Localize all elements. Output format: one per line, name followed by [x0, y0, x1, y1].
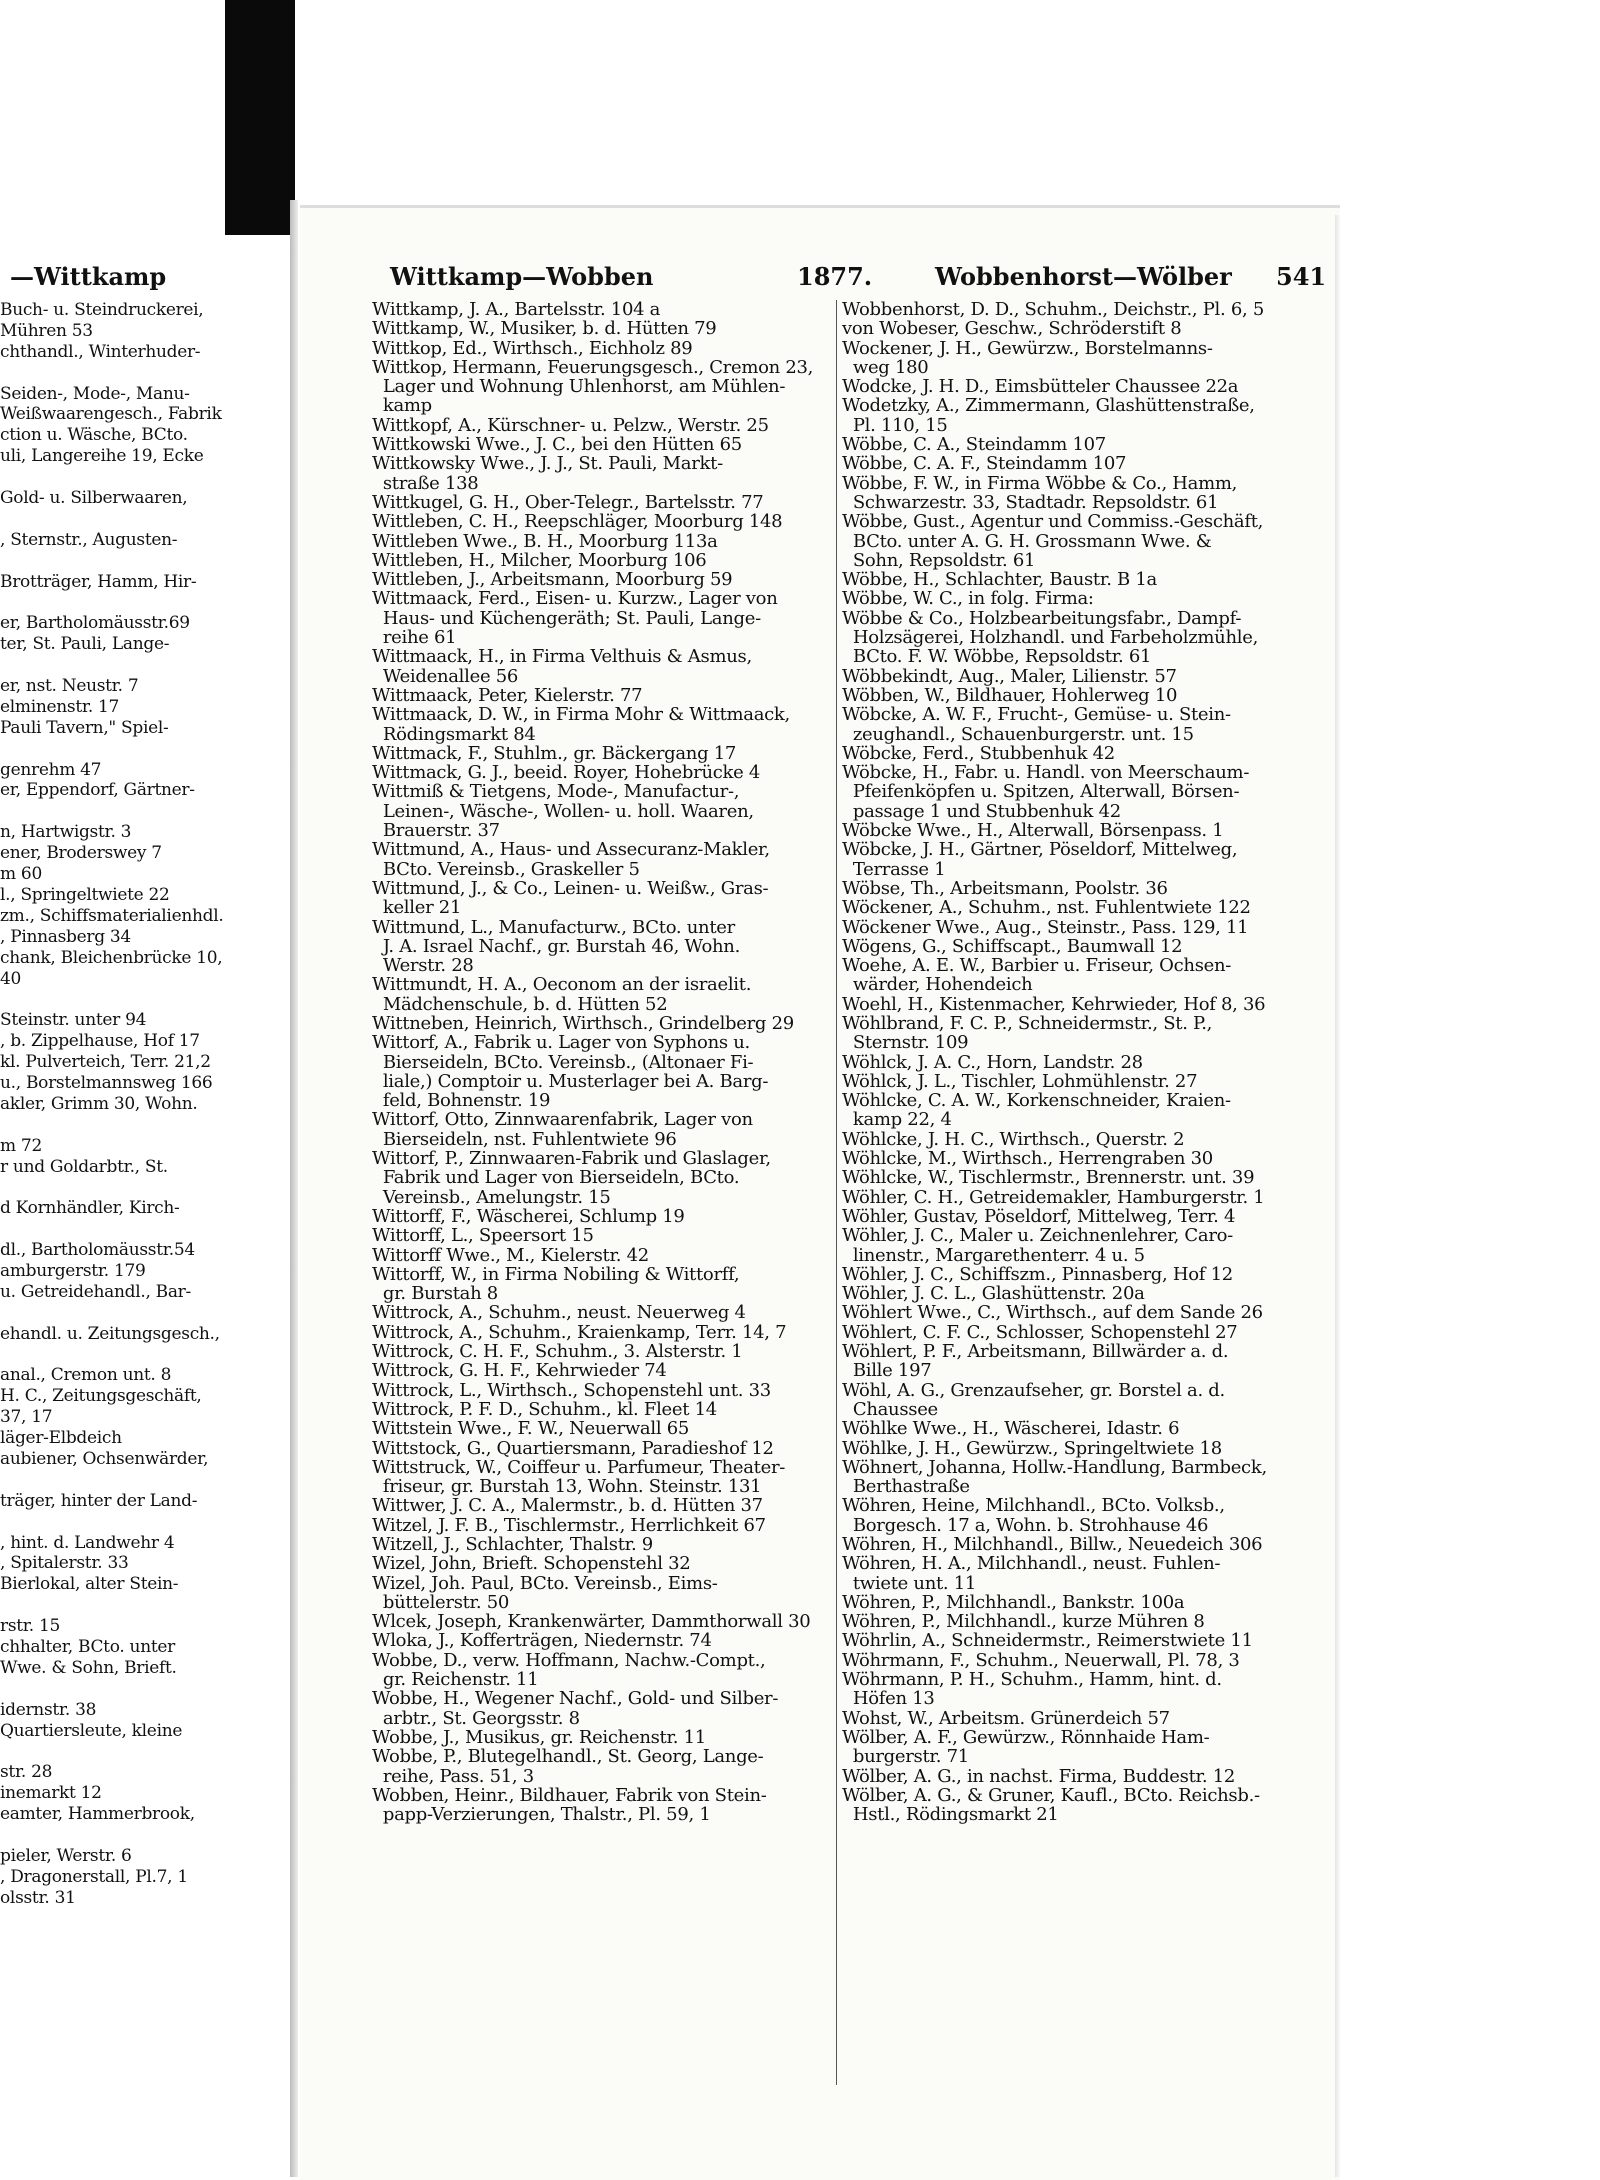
directory-entry-line: BCto. F. W. Wöbbe, Repsoldstr. 61: [842, 647, 1152, 667]
directory-entry-line: Wlcek, Joseph, Krankenwärter, Dammthorwall 30: [372, 1612, 811, 1632]
directory-entry-line: Bierseideln, BCto. Vereinsb., (Altonaer Fi-: [372, 1052, 754, 1072]
left-page-line: uli, Langereihe 19, Ecke: [0, 446, 204, 467]
left-page-line: Mühren 53: [0, 320, 93, 341]
directory-entry-line: Wöhrmann, P. H., Schuhm., Hamm, hint. d.: [842, 1670, 1222, 1690]
left-page-line: olsstr. 31: [0, 1887, 76, 1908]
directory-entry-line: BCto. Vereinsb., Graskeller 5: [372, 859, 640, 879]
left-page-line: er, Bartholomäusstr.69: [0, 613, 190, 634]
directory-entry-line: Wohst, W., Arbeitsm. Grünerdeich 57: [842, 1708, 1170, 1728]
directory-entry-line: Wittorff, W., in Firma Nobiling & Wittorff,: [372, 1264, 740, 1285]
directory-entry-line: Wöhnert, Johanna, Hollw.-Handlung, Barmbeck,: [842, 1457, 1267, 1478]
left-page-line: , hint. d. Landwehr 4: [0, 1532, 175, 1553]
left-page-line: läger-Elbdeich: [0, 1428, 122, 1449]
left-page-line: m 72: [0, 1135, 42, 1156]
directory-column-right: [842, 300, 1302, 1824]
left-page-line: inemarkt 12: [0, 1783, 102, 1804]
directory-entry-line: Wöhlbrand, F. C. P., Schneidermstr., St. P.,: [842, 1013, 1213, 1034]
directory-entry-line: Wöckener Wwe., Aug., Steinstr., Pass. 129, 11: [842, 917, 1249, 937]
directory-entry-line: Wizel, John, Brieft. Schopenstehl 32: [372, 1554, 691, 1574]
left-page-line: str. 28: [0, 1762, 53, 1783]
left-page-line: [0, 1825, 230, 1846]
directory-entry-line: Wittmund, A., Haus- und Assecuranz-Makler,: [372, 840, 770, 860]
left-page-line: [0, 1303, 230, 1324]
directory-entry-line: Wölber, A. G., & Gruner, Kaufl., BCto. Reichsb.-: [842, 1785, 1260, 1806]
directory-entry-line: Wöhren, P., Milchhandl., Bankstr. 100a: [842, 1592, 1185, 1613]
directory-entry-line: twiete unt. 11: [842, 1573, 977, 1593]
directory-entry-line: Wobbe, J., Musikus, gr. Reichenstr. 11: [372, 1727, 706, 1748]
left-page-line: , Pinnasberg 34: [0, 926, 131, 947]
directory-entry-line: Wöbcke, Ferd., Stubbenhuk 42: [842, 743, 1115, 764]
directory-column-left: [372, 300, 832, 1824]
left-page-line: elminenstr. 17: [0, 696, 120, 717]
directory-entry-line: Wobben, Heinr., Bildhauer, Fabrik von Stein-: [372, 1785, 767, 1806]
directory-entry-line: Wöbse, Th., Arbeitsmann, Poolstr. 36: [842, 878, 1168, 899]
directory-entry-line: Wöhlck, J. A. C., Horn, Landstr. 28: [842, 1052, 1143, 1072]
directory-entry-line: Wöbbekindt, Aug., Maler, Lilienstr. 57: [842, 666, 1177, 686]
left-page-line: genrehm 47: [0, 759, 102, 780]
directory-entry-line: arbtr., St. Georgsstr. 8: [372, 1708, 580, 1728]
left-page-line: pieler, Werstr. 6: [0, 1845, 132, 1866]
left-page-line: eamter, Hammerbrook,: [0, 1804, 195, 1825]
directory-entry-line: liale,) Comptoir u. Musterlager bei A. Barg-: [372, 1071, 769, 1092]
directory-entry-line: Wöhler, J. C., Maler u. Zeichnenlehrer, Caro-: [842, 1226, 1233, 1246]
left-page-line: , Sternstr., Augusten-: [0, 529, 178, 550]
directory-entry-line: Pfeifenköpfen u. Spitzen, Alterwall, Börsen-: [842, 782, 1240, 802]
directory-entry-line: Wittleben, H., Milcher, Moorburg 106: [372, 550, 707, 571]
directory-entry-line: Wöckener, A., Schuhm., nst. Fuhlentwiete 122: [842, 898, 1251, 918]
directory-entry-line: Wölber, A. F., Gewürzw., Rönnhaide Ham-: [842, 1727, 1210, 1748]
directory-entry-line: passage 1 und Stubbenhuk 42: [842, 801, 1121, 822]
left-page-line: [0, 655, 230, 676]
directory-entry-line: Bille 197: [842, 1361, 932, 1381]
page-edge: [1335, 215, 1341, 2177]
directory-entry-line: Wittkop, Hermann, Feuerungsgesch., Cremon 23,: [372, 357, 814, 378]
directory-entry-line: feld, Bohnenstr. 19: [372, 1091, 551, 1111]
left-page-line: chank, Bleichenbrücke 10,: [0, 947, 223, 968]
directory-entry-line: Wittleben, C. H., Reepschläger, Moorburg 148: [372, 512, 783, 532]
directory-entry-line: Wittorf, Otto, Zinnwaarenfabrik, Lager von: [372, 1110, 753, 1130]
left-page-line: [0, 1741, 230, 1762]
directory-entry-line: Witzell, J., Schlachter, Thalstr. 9: [372, 1535, 653, 1555]
directory-entry-line: Wittneben, Heinrich, Wirthsch., Grindelberg 29: [372, 1013, 794, 1034]
left-page-line: Bierlokal, alter Stein-: [0, 1574, 179, 1595]
directory-entry-line: Wittkop, Ed., Wirthsch., Eichholz 89: [372, 338, 693, 358]
directory-entry-line: Wöbcke Wwe., H., Alterwall, Börsenpass. 1: [842, 821, 1224, 841]
directory-entry-line: Bierseideln, nst. Fuhlentwiete 96: [372, 1129, 677, 1150]
left-page-line: n, Hartwigstr. 3: [0, 822, 132, 843]
directory-entry-line: Wittleben Wwe., B. H., Moorburg 113a: [372, 531, 718, 551]
directory-entry-line: Wöbbe, Gust., Agentur und Commiss.-Geschäft,: [842, 512, 1264, 532]
left-page-line: er, Eppendorf, Gärtner-: [0, 780, 195, 801]
left-page-line: er, nst. Neustr. 7: [0, 676, 139, 697]
directory-entry-line: Wöhlert Wwe., C., Wirthsch., auf dem Sande 26: [842, 1303, 1263, 1323]
directory-entry-line: Werstr. 28: [372, 956, 474, 976]
left-page-line: [0, 989, 230, 1010]
directory-entry-line: Wittrock, A., Schuhm., Kraienkamp, Terr. 14, 7: [372, 1322, 787, 1343]
left-page-line: Quartiersleute, kleine: [0, 1720, 183, 1741]
left-page-line: aubiener, Ochsenwärder,: [0, 1448, 209, 1469]
left-page-line: d Kornhändler, Kirch-: [0, 1198, 180, 1219]
directory-entry-line: Wloka, J., Kofferträgen, Niedernstr. 74: [372, 1631, 712, 1651]
directory-entry-line: Wöbcke, J. H., Gärtner, Pöseldorf, Mittelweg,: [842, 840, 1238, 860]
left-page-line: anal., Cremon unt. 8: [0, 1365, 172, 1386]
header-year: 1877.: [797, 262, 873, 291]
left-page-line: [0, 1512, 230, 1533]
left-page-line: 40: [0, 968, 22, 989]
directory-entry-line: Wöhler, Gustav, Pöseldorf, Mittelweg, Terr. 4: [842, 1206, 1236, 1227]
directory-entry-line: reihe 61: [372, 628, 457, 648]
directory-entry-line: Wöhlcke, M., Wirthsch., Herrengraben 30: [842, 1149, 1213, 1169]
left-page-line: [0, 551, 230, 572]
gutter-shadow: [290, 200, 298, 2177]
directory-entry-line: Wittkamp, J. A., Bartelsstr. 104 a: [372, 300, 661, 320]
left-page-line: r und Goldarbtr., St.: [0, 1156, 168, 1177]
directory-entry-line: Wittkugel, G. H., Ober-Telegr., Bartelsstr. 77: [372, 492, 764, 513]
directory-entry-line: Woehl, H., Kistenmacher, Kehrwieder, Hof 8, 36: [842, 994, 1266, 1014]
directory-entry-line: Wittorff, F., Wäscherei, Schlump 19: [372, 1206, 685, 1227]
left-page-line: [0, 1115, 230, 1136]
left-page-line: [0, 801, 230, 822]
directory-entry-line: BCto. unter A. G. H. Grossmann Wwe. &: [842, 531, 1212, 551]
left-page-line: u., Borstelmannsweg 166: [0, 1072, 213, 1093]
directory-entry-line: Wöhlcke, C. A. W., Korkenschneider, Kraien-: [842, 1091, 1231, 1111]
left-page-header: —Wittkamp: [10, 262, 167, 291]
left-page-line: idernstr. 38: [0, 1699, 97, 1720]
directory-entry-line: Borgesch. 17 a, Wohn. b. Strohhause 46: [842, 1515, 1209, 1535]
left-page-line: Seiden-, Mode-, Manu-: [0, 383, 190, 404]
directory-entry-line: Wobbe, P., Blutegelhandl., St. Georg, Lange-: [372, 1747, 764, 1767]
directory-entry-line: zeughandl., Schauenburgerstr. unt. 15: [842, 724, 1194, 744]
directory-entry-line: Wittrock, L., Wirthsch., Schopenstehl unt. 33: [372, 1380, 771, 1400]
directory-entry-line: büttelerstr. 50: [372, 1592, 510, 1613]
left-page-line: ction u. Wäsche, BCto.: [0, 425, 188, 446]
directory-entry-line: Wöbben, W., Bildhauer, Hohlerweg 10: [842, 685, 1178, 706]
directory-entry-line: Wittmaack, D. W., in Firma Mohr & Wittmaack,: [372, 705, 790, 725]
directory-entry-line: Terrasse 1: [842, 859, 946, 879]
directory-entry-line: Lager und Wohnung Uhlenhorst, am Mühlen-: [372, 377, 786, 397]
directory-entry-line: Wöhren, Heine, Milchhandl., BCto. Volksb.,: [842, 1496, 1225, 1516]
directory-entry-line: Wöbbe, C. A. F., Steindamm 107: [842, 454, 1127, 474]
left-page-line: ter, St. Pauli, Lange-: [0, 634, 170, 655]
directory-entry-line: Wöbbe & Co., Holzbearbeitungsfabr., Dampf-: [842, 608, 1242, 629]
directory-entry-line: Sternstr. 109: [842, 1033, 969, 1053]
directory-entry-line: wärder, Hohendeich: [842, 975, 1033, 995]
directory-entry-line: straße 138: [372, 473, 479, 493]
directory-entry-line: gr. Burstah 8: [372, 1284, 498, 1304]
directory-entry-line: Wöbcke, H., Fabr. u. Handl. von Meerschaum-: [842, 763, 1250, 783]
left-page-line: [0, 1345, 230, 1366]
directory-entry-line: Chaussee: [842, 1399, 938, 1420]
directory-entry-line: Höfen 13: [842, 1689, 935, 1709]
directory-entry-line: friseur, gr. Burstah 13, Wohn. Steinstr. 131: [372, 1477, 762, 1497]
directory-entry-line: weg 180: [842, 357, 929, 378]
directory-entry-line: Vereinsb., Amelungstr. 15: [372, 1187, 611, 1207]
directory-entry-line: gr. Reichenstr. 11: [372, 1670, 539, 1690]
directory-entry-line: Wittkowski Wwe., J. C., bei den Hütten 65: [372, 435, 742, 455]
directory-entry-line: Wöhler, J. C., Schiffszm., Pinnasberg, Hof 12: [842, 1264, 1233, 1285]
directory-entry-line: Wittmundt, H. A., Oeconom an der israelit.: [372, 975, 752, 995]
directory-entry-line: Wöbbe, F. W., in Firma Wöbbe & Co., Hamm,: [842, 473, 1238, 493]
left-page-line: [0, 1470, 230, 1491]
left-page-entries: [0, 300, 230, 1909]
directory-entry-line: Wöhlck, J. L., Tischler, Lohmühlenstr. 27: [842, 1071, 1198, 1092]
left-page-line: Brotträger, Hamm, Hir-: [0, 571, 197, 592]
directory-entry-line: Wittwer, J. C. A., Malermstr., b. d. Hütten 37: [372, 1496, 763, 1516]
left-page-fragment: [0, 0, 300, 2177]
directory-entry-line: Wittrock, P. F. D., Schuhm., kl. Fleet 14: [372, 1399, 717, 1420]
left-page-line: Buch- u. Steindruckerei,: [0, 300, 204, 320]
left-page-line: [0, 1177, 230, 1198]
directory-entry-line: Wittrock, A., Schuhm., neust. Neuerweg 4: [372, 1303, 746, 1323]
directory-entry-line: Wöhlcke, J. H. C., Wirthsch., Querstr. 2: [842, 1129, 1185, 1150]
left-page-line: , Dragonerstall, Pl.7, 1: [0, 1866, 188, 1887]
left-page-line: H. C., Zeitungsgeschäft,: [0, 1386, 202, 1407]
directory-entry-line: Wizel, Joh. Paul, BCto. Vereinsb., Eims-: [372, 1573, 718, 1593]
left-page-line: chhalter, BCto. unter: [0, 1637, 175, 1657]
directory-entry-line: burgerstr. 71: [842, 1747, 969, 1767]
binding-gutter: [225, 0, 295, 235]
left-page-line: Steinstr. unter 94: [0, 1010, 147, 1031]
directory-entry-line: Leinen-, Wäsche-, Wollen- u. holl. Waaren,: [372, 801, 754, 822]
directory-entry-line: Schwarzestr. 33, Stadtadr. Repsoldstr. 61: [842, 492, 1219, 513]
directory-entry-line: von Wobeser, Geschw., Schröderstift 8: [842, 319, 1182, 339]
header-range-right: Wobbenhorst—Wölber: [935, 262, 1232, 291]
left-page-line: Wwe. & Sohn, Brieft.: [0, 1657, 177, 1678]
left-page-line: Gold- u. Silberwaaren,: [0, 488, 188, 509]
directory-entry-line: Wöhlcke, W., Tischlermstr., Brennerstr. unt. 39: [842, 1168, 1255, 1188]
left-page-line: [0, 363, 230, 384]
left-page-line: m 60: [0, 864, 42, 885]
left-page-line: träger, hinter der Land-: [0, 1490, 198, 1511]
directory-entry-line: Wöhlert, P. F., Arbeitsmann, Billwärder a. d.: [842, 1342, 1229, 1362]
directory-entry-line: Wittrock, G. H. F., Kehrwieder 74: [372, 1361, 667, 1381]
directory-entry-line: Fabrik und Lager von Bierseideln, BCto.: [372, 1168, 740, 1188]
directory-entry-line: Wittkopf, A., Kürschner- u. Pelzw., Werstr. 25: [372, 415, 769, 436]
directory-entry-line: Wöhrmann, F., Schuhm., Neuerwall, Pl. 78, 3: [842, 1650, 1240, 1671]
directory-entry-line: Wittstruck, W., Coiffeur u. Parfumeur, Theater-: [372, 1457, 786, 1478]
directory-entry-line: Wittmund, J., & Co., Leinen- u. Weißw., Gras-: [372, 878, 769, 899]
directory-entry-line: Wobbe, D., verw. Hoffmann, Nachw.-Compt.,: [372, 1650, 766, 1671]
directory-entry-line: Wittrock, C. H. F., Schuhm., 3. Alsterstr. 1: [372, 1342, 743, 1362]
directory-entry-line: Wöbbe, W. C., in folg. Firma:: [842, 589, 1094, 609]
left-page-line: [0, 509, 230, 530]
directory-entry-line: Wögens, G., Schiffscapt., Baumwall 12: [842, 936, 1183, 957]
directory-entry-line: Wöhren, H. A., Milchhandl., neust. Fuhlen-: [842, 1554, 1221, 1574]
directory-entry-line: Wölber, A. G., in nachst. Firma, Buddestr. 12: [842, 1766, 1236, 1786]
left-page-line: zm., Schiffsmaterialienhdl.: [0, 905, 224, 926]
column-divider: [836, 300, 837, 2085]
directory-entry-line: Hstl., Rödingsmarkt 21: [842, 1805, 1059, 1825]
directory-entry-line: Wittmaack, H., in Firma Velthuis & Asmus,: [372, 647, 752, 667]
directory-entry-line: Woehe, A. E. W., Barbier u. Friseur, Ochsen-: [842, 956, 1232, 976]
directory-entry-line: Brauerstr. 37: [372, 821, 500, 841]
directory-entry-line: Wöhlert, C. F. C., Schlosser, Schopenstehl 27: [842, 1322, 1238, 1343]
header-range-left: Wittkamp—Wobben: [390, 262, 654, 291]
directory-entry-line: linenstr., Margarethenterr. 4 u. 5: [842, 1245, 1145, 1265]
directory-entry-line: Wöhren, H., Milchhandl., Billw., Neuedeich 306: [842, 1535, 1263, 1555]
directory-entry-line: Haus- und Küchengeräth; St. Pauli, Lange-: [372, 608, 761, 629]
directory-entry-line: Witzel, J. F. B., Tischlermstr., Herrlichkeit 67: [372, 1515, 766, 1535]
directory-entry-line: Weidenallee 56: [372, 666, 519, 686]
left-page-line: chthandl., Winterhuder-: [0, 341, 201, 362]
directory-entry-line: Wittorff, L., Speersort 15: [372, 1226, 594, 1246]
directory-entry-line: Wittkamp, W., Musiker, b. d. Hütten 79: [372, 319, 717, 339]
left-page-line: , Spitalerstr. 33: [0, 1553, 129, 1574]
directory-entry-line: Wobbenhorst, D. D., Schuhm., Deichstr., Pl. 6, 5: [842, 300, 1265, 320]
directory-entry-line: Wodetzky, A., Zimmermann, Glashüttenstraße,: [842, 396, 1255, 416]
left-page-line: l., Springeltwiete 22: [0, 884, 170, 905]
directory-entry-line: Wittmund, L., Manufacturw., BCto. unter: [372, 917, 735, 937]
left-page-line: u. Getreidehandl., Bar-: [0, 1281, 191, 1302]
directory-entry-line: Wöbcke, A. W. F., Frucht-, Gemüse- u. Stein-: [842, 705, 1231, 725]
left-page-line: , b. Zippelhause, Hof 17: [0, 1031, 200, 1052]
left-page-line: [0, 1679, 230, 1700]
left-page-line: dl., Bartholomäusstr.54: [0, 1240, 195, 1261]
directory-entry-line: Wittstock, G., Quartiersmann, Paradieshof 12: [372, 1438, 774, 1458]
left-page-line: rstr. 15: [0, 1616, 60, 1637]
directory-entry-line: Wockener, J. H., Gewürzw., Borstelmanns-: [842, 338, 1213, 358]
directory-entry-line: Pl. 110, 15: [842, 415, 948, 436]
directory-entry-line: Wittorf, P., Zinnwaaren-Fabrik und Glaslager,: [372, 1149, 771, 1169]
left-page-line: Weißwaarengesch., Fabrik: [0, 404, 222, 425]
left-page-line: ehandl. u. Zeitungsgesch.,: [0, 1323, 220, 1344]
left-page-line: [0, 1595, 230, 1616]
left-page-line: Pauli Tavern," Spiel-: [0, 717, 169, 738]
directory-entry-line: Wöhlke Wwe., H., Wäscherei, Idastr. 6: [842, 1419, 1180, 1439]
page-number: 541: [1276, 262, 1327, 291]
left-page-line: [0, 1219, 230, 1240]
directory-entry-line: kamp 22, 4: [842, 1110, 952, 1130]
directory-entry-line: Wodcke, J. H. D., Eimsbütteler Chaussee 22a: [842, 377, 1239, 397]
directory-entry-line: Wöhren, P., Milchhandl., kurze Mühren 8: [842, 1612, 1205, 1632]
left-page-line: amburgerstr. 179: [0, 1260, 146, 1281]
directory-entry-line: reihe, Pass. 51, 3: [372, 1766, 534, 1786]
directory-entry-line: Wöhrlin, A., Schneidermstr., Reimerstwiete 11: [842, 1631, 1253, 1651]
directory-entry-line: Wittmack, G. J., beeid. Royer, Hohebrücke 4: [372, 763, 761, 783]
directory-entry-line: Wöhl, A. G., Grenzaufseher, gr. Borstel a. d.: [842, 1380, 1225, 1400]
directory-entry-line: Wittstein Wwe., F. W., Neuerwall 65: [372, 1419, 690, 1439]
directory-entry-line: Wittmaack, Ferd., Eisen- u. Kurzw., Lager von: [372, 589, 778, 609]
left-page-line: [0, 739, 230, 760]
directory-entry-line: Wittorff Wwe., M., Kielerstr. 42: [372, 1245, 649, 1265]
directory-entry-line: Wobbe, H., Wegener Nachf., Gold- und Silber-: [372, 1689, 779, 1709]
directory-entry-line: Wittmack, F., Stuhlm., gr. Bäckergang 17: [372, 743, 737, 764]
directory-entry-line: Wöbbe, H., Schlachter, Baustr. B 1a: [842, 570, 1157, 590]
left-page-line: kl. Pulverteich, Terr. 21,2: [0, 1052, 211, 1073]
directory-entry-line: Wittorf, A., Fabrik u. Lager von Syphons u.: [372, 1033, 750, 1053]
directory-entry-line: J. A. Israel Nachf., gr. Burstah 46, Wohn.: [372, 936, 741, 957]
directory-entry-line: Wöhlke, J. H., Gewürzw., Springeltwiete 18: [842, 1438, 1222, 1458]
directory-entry-line: Berthastraße: [842, 1477, 970, 1497]
left-page-line: 37, 17: [0, 1407, 53, 1428]
directory-entry-line: Rödingsmarkt 84: [372, 724, 536, 744]
directory-entry-line: papp-Verzierungen, Thalstr., Pl. 59, 1: [372, 1805, 711, 1825]
left-page-line: [0, 467, 230, 488]
directory-entry-line: Wittmaack, Peter, Kielerstr. 77: [372, 685, 643, 706]
directory-entry-line: keller 21: [372, 898, 462, 918]
left-page-line: [0, 592, 230, 613]
directory-entry-line: Holzsägerei, Holzhandl. und Farbeholzmühle,: [842, 628, 1258, 648]
directory-entry-line: Wittleben, J., Arbeitsmann, Moorburg 59: [372, 570, 733, 590]
directory-entry-line: Wöhler, J. C. L., Glashüttenstr. 20a: [842, 1284, 1145, 1304]
directory-entry-line: Wöhler, C. H., Getreidemakler, Hamburgerstr. 1: [842, 1187, 1265, 1207]
directory-entry-line: Wittmiß & Tietgens, Mode-, Manufactur-,: [372, 782, 740, 802]
left-page-line: akler, Grimm 30, Wohn.: [0, 1093, 198, 1114]
directory-entry-line: kamp: [372, 396, 432, 416]
directory-entry-line: Sohn, Repsoldstr. 61: [842, 550, 1036, 571]
directory-entry-line: Wöbbe, C. A., Steindamm 107: [842, 435, 1106, 455]
directory-entry-line: Wittkowsky Wwe., J. J., St. Pauli, Markt-: [372, 454, 723, 474]
directory-entry-line: Mädchenschule, b. d. Hütten 52: [372, 994, 668, 1014]
left-page-line: ener, Broderswey 7: [0, 843, 162, 864]
